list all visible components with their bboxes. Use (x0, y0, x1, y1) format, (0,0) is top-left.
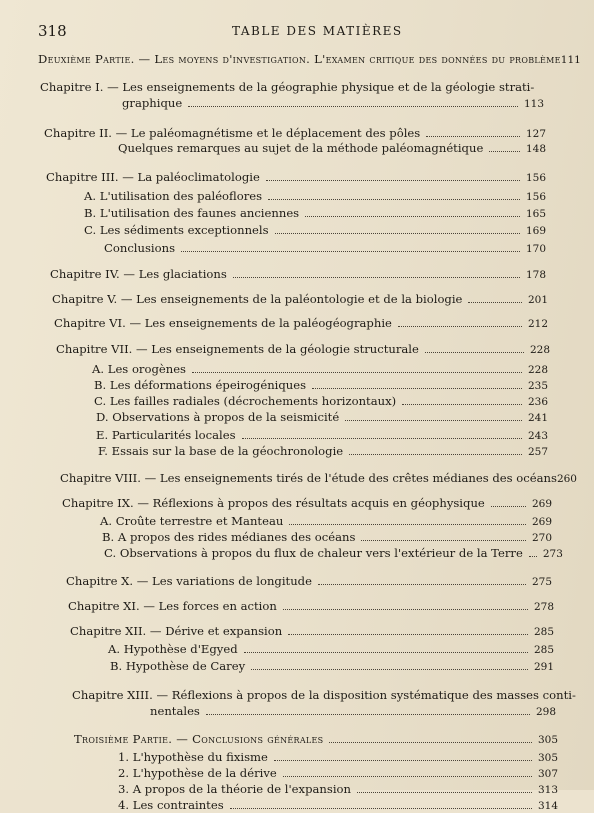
leader-dots (268, 190, 520, 200)
toc-entry (104, 546, 563, 561)
toc-entry-label: Chapitre XIII. — Réflexions à propos de la disposition systématique des masses conti- (72, 688, 576, 702)
leader-dots (529, 547, 537, 557)
toc-entry-page-number: 228 (527, 364, 548, 376)
toc-entry-label: Chapitre III. — La paléoclimatologie (46, 170, 260, 184)
leader-dots (468, 293, 522, 303)
toc-entry-label: Chapitre I. — Les enseignements de la géographie physique et de la géologie strati- (40, 80, 535, 94)
leader-dots (288, 625, 528, 635)
toc-entry (122, 96, 544, 111)
toc-entry-label: Chapitre VI. — Les enseignements de la paléogéographie (54, 316, 392, 330)
toc-entry-page-number: 148 (525, 143, 546, 155)
toc-entry-page-number: 285 (533, 644, 554, 656)
page-number: 318 (38, 22, 67, 40)
leader-dots (181, 242, 520, 252)
running-title: TABLE DES MATIÈRES (232, 24, 403, 38)
leader-dots (491, 497, 526, 507)
leader-dots (188, 97, 518, 107)
toc-entry-page-number: 278 (533, 601, 554, 613)
toc-entry-page-number: 156 (525, 172, 546, 184)
toc-entry-page-number: 291 (533, 661, 554, 673)
toc-entry (118, 141, 546, 156)
page-header (0, 22, 594, 42)
toc-entry-label: 4. Les contraintes (118, 798, 224, 812)
leader-dots (275, 224, 520, 234)
toc-entry-label: C. Les failles radiales (décrochements horizontaux) (94, 394, 397, 408)
leader-dots (398, 317, 522, 327)
toc-entry-label: Chapitre IX. — Réflexions à propos des résultats acquis en géophysique (62, 496, 485, 510)
toc-entry (110, 659, 554, 674)
toc-entry-label: B. Hypothèse de Carey (110, 659, 246, 673)
toc-entry-label: Conclusions (104, 241, 176, 255)
toc-entry-page-number: 275 (531, 576, 552, 588)
leader-dots (283, 600, 528, 610)
toc-entry-label: Chapitre IV. — Les glaciations (50, 267, 227, 281)
toc-entry-label: B. A propos des rides médianes des océans (102, 530, 356, 544)
toc-entry (84, 223, 546, 238)
toc-entry-page-number: 260 (556, 473, 577, 485)
toc-entry (118, 750, 558, 765)
toc-entry-page-number: 298 (535, 706, 556, 718)
toc-entry-label: Chapitre XII. — Dérive et expansion (70, 624, 283, 638)
leader-dots (402, 395, 522, 405)
toc-entry (66, 574, 552, 589)
toc-entry (52, 292, 548, 307)
toc-entry-page-number: 228 (529, 344, 550, 356)
table-of-contents (0, 44, 594, 812)
toc-entry-page-number: 165 (525, 208, 546, 220)
toc-entry-label: Chapitre V. — Les enseignements de la paléontologie et de la biologie (52, 292, 463, 306)
toc-entry-page-number: 156 (525, 191, 546, 203)
toc-entry-label: D. Observations à propos de la seismicité (96, 410, 340, 424)
toc-entry (94, 378, 548, 393)
leader-dots (266, 171, 520, 181)
toc-entry-label: A. Les orogènes (92, 362, 187, 376)
toc-entry-label: Deuxième Partie. — Les moyens d'investigation. L'examen critique des données du problème (38, 52, 561, 66)
toc-entry (40, 80, 544, 95)
leader-dots (274, 751, 532, 761)
leader-dots (312, 379, 522, 389)
leader-dots (349, 445, 522, 455)
toc-entry-label: Troisième Partie. — Conclusions générales (74, 732, 324, 746)
toc-entry (74, 732, 558, 747)
toc-entry-page-number: 313 (537, 784, 558, 796)
toc-entry-label: Chapitre X. — Les variations de longitude (66, 574, 312, 588)
toc-entry (84, 206, 546, 221)
toc-entry (108, 642, 554, 657)
leader-dots (230, 799, 532, 809)
toc-entry-page-number: 169 (525, 225, 546, 237)
toc-entry (84, 189, 546, 204)
toc-entry-page-number: 201 (527, 294, 548, 306)
toc-entry (54, 316, 548, 331)
toc-entry-page-number: 212 (527, 318, 548, 330)
toc-entry-page-number: 270 (531, 532, 552, 544)
toc-entry-label: B. Les déformations épeirogéniques (94, 378, 307, 392)
toc-entry-page-number: 127 (525, 128, 546, 140)
toc-entry (96, 410, 548, 425)
leader-dots (233, 268, 520, 278)
toc-entry-page-number: 170 (525, 243, 546, 255)
toc-entry-page-number: 285 (533, 626, 554, 638)
toc-entry (102, 530, 552, 545)
leader-dots (206, 705, 530, 715)
toc-entry (150, 704, 556, 719)
toc-entry (72, 688, 576, 703)
toc-entry-label: graphique (122, 96, 183, 110)
leader-dots (329, 733, 531, 743)
toc-entry-page-number: 236 (527, 396, 548, 408)
toc-entry-label: Chapitre VIII. — Les enseignements tirés de l'étude des crêtes médianes des océans (60, 471, 557, 485)
toc-entry (56, 342, 550, 357)
toc-entry-label: B. L'utilisation des faunes anciennes (84, 206, 300, 220)
toc-entry (100, 514, 552, 529)
toc-entry (96, 428, 548, 443)
toc-entry-label: nentales (150, 704, 200, 718)
toc-entry (118, 798, 558, 813)
leader-dots (289, 515, 526, 525)
leader-dots (426, 127, 520, 137)
toc-entry-page-number: 113 (523, 98, 544, 110)
toc-entry-page-number: 241 (527, 412, 548, 424)
toc-entry-label: Quelques remarques au sujet de la méthode paléomagnétique (118, 141, 484, 155)
toc-entry-page-number: 305 (537, 734, 558, 746)
toc-entry-page-number: 178 (525, 269, 546, 281)
toc-entry (38, 52, 581, 67)
toc-entry-label: A. Croûte terrestre et Manteau (100, 514, 284, 528)
toc-entry-label: A. L'utilisation des paléoflores (84, 189, 263, 203)
toc-entry-label: Chapitre VII. — Les enseignements de la géologie structurale (56, 342, 419, 356)
leader-dots (242, 429, 522, 439)
toc-entry-label: A. Hypothèse d'Egyed (108, 642, 238, 656)
leader-dots (244, 643, 528, 653)
leader-dots (489, 142, 520, 152)
toc-entry-page-number: 273 (542, 548, 563, 560)
toc-entry (68, 599, 554, 614)
toc-entry-label: 3. A propos de la théorie de l'expansion (118, 782, 351, 796)
toc-entry-page-number: 111 (560, 54, 581, 66)
toc-entry-label: 1. L'hypothèse du fixisme (118, 750, 268, 764)
toc-entry-label: E. Particularités locales (96, 428, 236, 442)
toc-entry-page-number: 235 (527, 380, 548, 392)
toc-entry (60, 471, 577, 486)
toc-entry-page-number: 305 (537, 752, 558, 764)
toc-entry-page-number: 257 (527, 446, 548, 458)
toc-entry (118, 766, 558, 781)
toc-entry (62, 496, 552, 511)
toc-entry-label: Chapitre II. — Le paléomagnétisme et le déplacement des pôles (44, 126, 421, 140)
toc-entry (70, 624, 554, 639)
leader-dots (251, 660, 528, 670)
toc-entry (104, 241, 546, 256)
toc-entry (92, 362, 548, 377)
toc-entry-page-number: 269 (531, 498, 552, 510)
leader-dots (192, 363, 522, 373)
leader-dots (318, 575, 526, 585)
toc-entry-label: 2. L'hypothèse de la dérive (118, 766, 277, 780)
toc-entry (118, 782, 558, 797)
toc-entry (98, 444, 548, 459)
toc-entry-page-number: 269 (531, 516, 552, 528)
toc-entry-page-number: 243 (527, 430, 548, 442)
leader-dots (305, 207, 520, 217)
leader-dots (357, 783, 532, 793)
toc-entry-label: C. Observations à propos du flux de chaleur vers l'extérieur de la Terre (104, 546, 523, 560)
toc-entry (46, 170, 546, 185)
leader-dots (345, 411, 522, 421)
toc-entry (50, 267, 546, 282)
toc-entry-label: Chapitre XI. — Les forces en action (68, 599, 277, 613)
leader-dots (283, 767, 532, 777)
toc-entry-page-number: 307 (537, 768, 558, 780)
toc-entry (44, 126, 546, 141)
toc-entry-page-number: 314 (537, 800, 558, 812)
toc-entry-label: F. Essais sur la base de la géochronologie (98, 444, 344, 458)
leader-dots (425, 343, 524, 353)
leader-dots (361, 531, 525, 541)
toc-entry (94, 394, 548, 409)
toc-entry-label: C. Les sédiments exceptionnels (84, 223, 269, 237)
